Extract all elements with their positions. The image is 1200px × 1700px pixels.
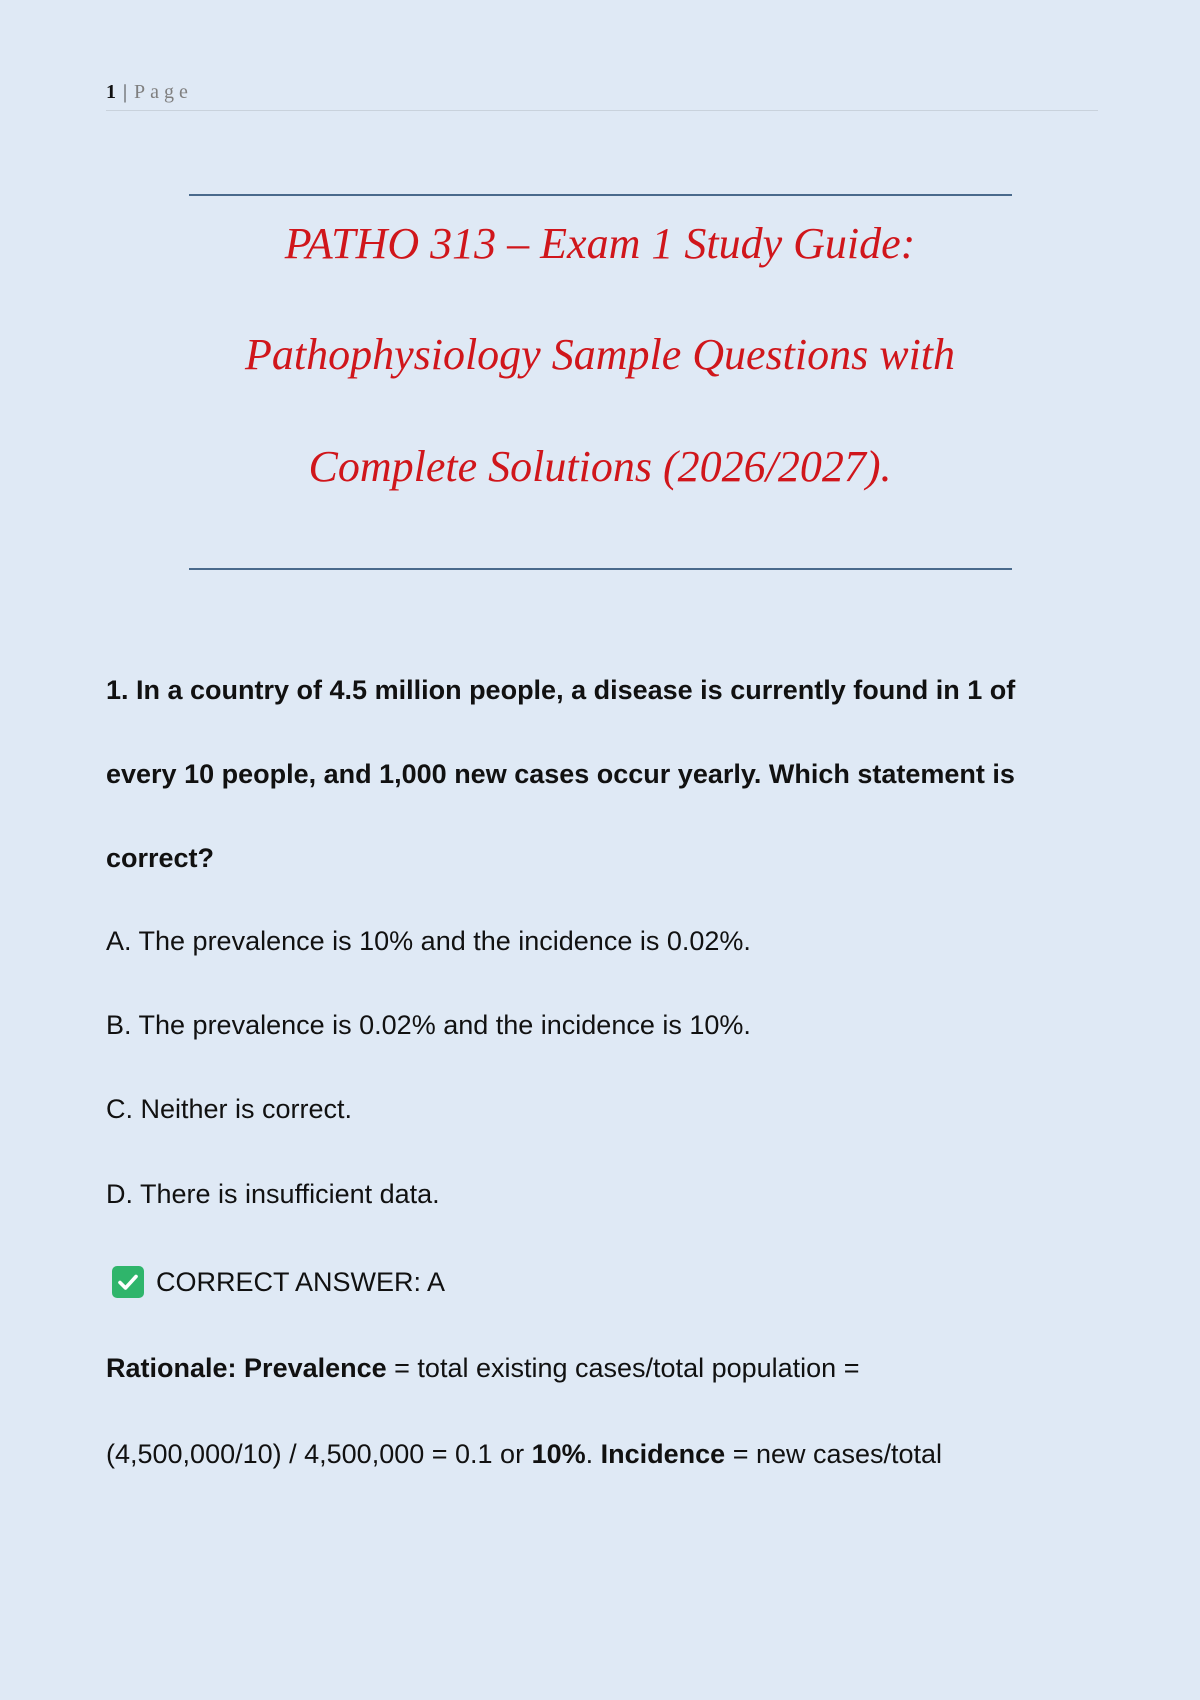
- title-rule-top: [189, 194, 1012, 196]
- prevalence-term: Prevalence: [244, 1353, 387, 1383]
- rationale-label: Rationale:: [106, 1353, 237, 1383]
- incidence-term: Incidence: [600, 1439, 726, 1469]
- correct-answer: [112, 1265, 445, 1299]
- title-rule-bottom: [189, 568, 1012, 570]
- page-word: Page: [134, 81, 193, 103]
- prevalence-calculation: (4,500,000/10) / 4,500,000 = 0.1 or: [106, 1439, 532, 1469]
- rationale-line-1: [106, 1351, 859, 1385]
- prevalence-definition: = total existing cases/total population =: [386, 1353, 860, 1383]
- option-a: A. The prevalence is 10% and the incidence is 0.02%.: [106, 926, 751, 956]
- rationale-line-2: [106, 1437, 942, 1471]
- correct-answer-text: CORRECT ANSWER: A: [156, 1267, 446, 1297]
- prevalence-result: 10%: [531, 1439, 586, 1469]
- option-c: C. Neither is correct.: [106, 1094, 353, 1124]
- question-line-2: every 10 people, and 1,000 new cases occur yearly. Which statement is: [106, 759, 1015, 789]
- page-number: 1: [106, 81, 116, 103]
- question-line-1: 1. In a country of 4.5 million people, a disease is currently found in 1 of: [106, 675, 1016, 705]
- option-b: B. The prevalence is 0.02% and the incidence is 10%.: [106, 1010, 751, 1040]
- page-header: [106, 80, 1098, 111]
- page-separator: |: [123, 81, 128, 103]
- check-mark-icon: [112, 1266, 144, 1298]
- sentence-separator: .: [585, 1439, 601, 1469]
- title-line-3: Complete Solutions (2026/2027).: [308, 442, 892, 491]
- option-d: D. There is insufficient data.: [106, 1179, 440, 1209]
- title-line-1: PATHO 313 – Exam 1 Study Guide:: [284, 219, 916, 268]
- title-line-2: Pathophysiology Sample Questions with: [244, 330, 956, 379]
- question-line-3: correct?: [106, 843, 215, 873]
- incidence-definition: = new cases/total: [725, 1439, 943, 1469]
